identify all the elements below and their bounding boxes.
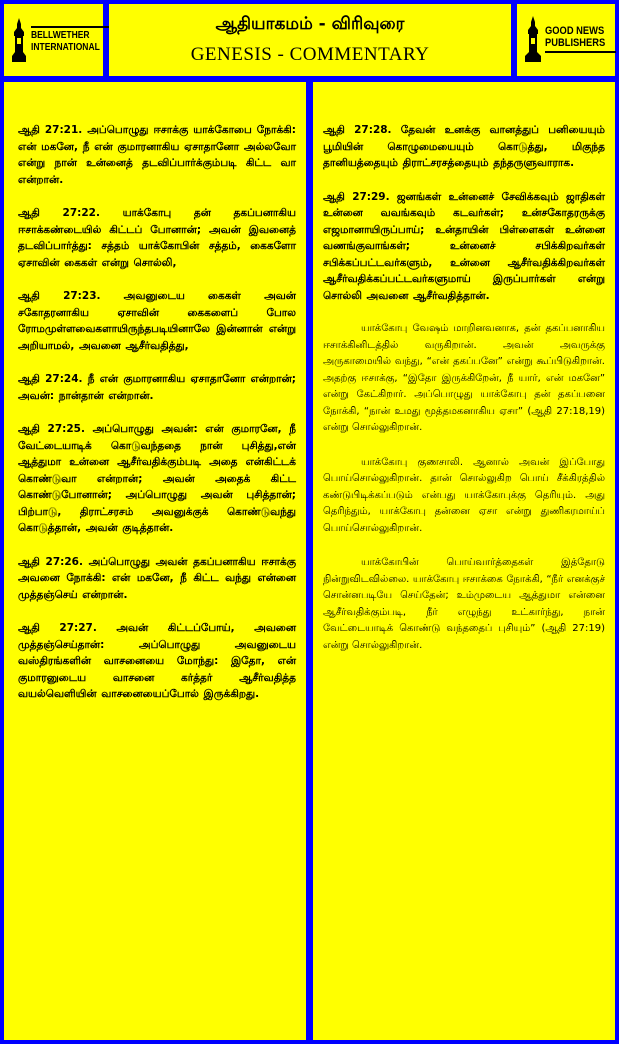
verse-27-23: ஆதி 27:23. அவனுடைய கைகள் அவன் சகோதரனாகிய ஏசாவின் கைகளைப் போல ரோமமுள்ளவைகளாயிருந்தபடியினாலே இன்னான் என்று அறியாமல், அவனை ஆசீர்வதித்து, bbox=[18, 290, 296, 352]
commentary-paragraph-2: யாக்கோபு குணசாலி. ஆனால் அவன் இப்போது பொய்சொல்லுகிறான். தான் சொல்லுகிற பொய் சீக்கிரத்தில் கண்டுபிடிக்கப்படும் என்பது யாக்கோபுக்கு தெரியும். அது தெரிந்தும், யாக்கோபு தன்னை ஏசா என்று துணிகரமாய்ப் பொய்சொல்லுகிறான். bbox=[323, 456, 605, 534]
bell-tower-icon bbox=[10, 18, 28, 62]
verse-27-27: ஆதி 27:27. அவன் கிட்டப்போய், அவனை முத்தஞ்செய்தான்: அப்பொழுது அவனுடைய வஸ்திரங்களின் வாசனையை மோந்து: இதோ, என் குமாரனுடைய வாசனை கர்த்தர் ஆசீர்வதித்த வயல்வெளியின் வாசனையைப்போல் இருக்கிறது. bbox=[18, 622, 296, 700]
title-english: GENESIS - COMMENTARY bbox=[190, 44, 430, 65]
right-column bbox=[313, 82, 615, 1040]
verse-27-24: ஆதி 27:24. நீ என் குமாரனாகிய ஏசாதானோ என்றான்; அவன்: நான்தான் என்றான். bbox=[18, 373, 296, 402]
verse-27-25: ஆதி 27:25. அப்பொழுது அவன்: என் குமாரனே, நீ வேட்டையாடிக் கொடுவந்ததை நான் புசித்து,என் ஆத்துமா உன்னை ஆசீர்வதிக்கும்படி அதை என்கிட்டக் கொண்டுவா என்றான்; அவன் அதைக் கிட்ட கொண்டுபோனான்; அப்பொழுது அவன் புசித்தான்; பிற்பாடு, திராட்சரசம் அவனுக்குக் கொண்டுவந்து கொடுத்தான், அவன் குடித்தான். bbox=[18, 423, 296, 534]
verse-27-28: ஆதி 27:28. தேவன் உனக்கு வானத்துப் பனியையும் பூமியின் கொழுமையையும் கொடுத்து, மிகுந்த தானியத்தையும் திராட்சரசத்தையும் தந்தருளுவாராக. bbox=[323, 124, 605, 169]
left-logo-line-2: INTERNATIONAL bbox=[31, 42, 100, 53]
verse-27-22: ஆதி 27:22. யாக்கோபு தன் தகப்பனாகிய ஈசாக்கண்டையில் கிட்டப் போனான்; அவன் இவனைத் தடவிப்பார்த்து: சத்தம் யாக்கோபின் சத்தம், கைகளோ ஏசாவின் கைகள் என்று சொல்லி, bbox=[18, 207, 296, 269]
right-logo-line-2: PUBLISHERS bbox=[545, 37, 606, 49]
left-logo-line-1: BELLWETHER bbox=[31, 30, 90, 41]
verse-27-21: ஆதி 27:21. அப்பொழுது ஈசாக்கு யாக்கோபை நோக்கி: என் மகனே, நீ என் குமாரனாகிய ஏசாதானோ அல்லவோ என்று நான் உன்னைத் தடவிப்பார்க்கும்படி கிட்ட வா என்றான். bbox=[18, 124, 296, 186]
title-tamil: ஆதியாகமம் - விரிவுரை bbox=[215, 14, 405, 34]
commentary-paragraph-3: யாக்கோபின் பொய்வார்த்தைகள் இத்தோடு நின்றுவிடவில்லை. யாக்கோபு ஈசாக்கை நோக்கி, “நீர் எனக்குச் சொன்னபடியே செய்தேன்; உம்முடைய ஆத்துமா என்னை ஆசீர்வதிக்கும்படி, நீர் எழுந்து உட்கார்ந்து, நான் வேட்டையாடிக் கொண்டு வந்ததைப் புசியும்” (ஆதி 27:19) என்று சொல்லுகிறான். bbox=[323, 557, 605, 651]
verse-27-26: ஆதி 27:26. அப்பொழுது அவன் தகப்பனாகிய ஈசாக்கு அவனை நோக்கி: என் மகனே, நீ கிட்ட வந்து என்னை முத்தஞ்செய் என்றான். bbox=[18, 555, 296, 601]
header-title-block bbox=[109, 4, 511, 76]
right-logo-line-1: GOOD NEWS bbox=[545, 25, 605, 37]
left-column bbox=[4, 82, 306, 1040]
bell-tower-icon bbox=[523, 16, 543, 62]
good-news-logo bbox=[517, 4, 615, 76]
bellwether-logo bbox=[4, 4, 103, 76]
verse-27-29: ஆதி 27:29. ஜனங்கள் உன்னைச் சேவிக்கவும் ஜாதிகள் உன்னை வவங்கவும் கடவர்கள்; உன்சகோதரருக்கு எஜமானாயிருப்பாய்; உன்தாயின் பிள்ளைகள் உன்னை வணங்குவாங்கள்; உன்னைச் சபிக்கிறவர்கள் சபிக்கப்பட்டவர்களும், உன்னை ஆசீர்வதிக்கிறவர்கள் ஆசீர்வதிக்கப்பட்டவர்களுமாய் இருப்பார்கள் என்று சொல்லி அவனை ஆசீர்வதித்தான். bbox=[323, 190, 605, 302]
commentary-paragraph-1: யாக்கோபு வேஷம் மாறினவனாக, தன் தகப்பனாகிய ஈசாக்கினிடத்தில் வருகிறான். அவன் அவருக்கு அருகாமையில் வந்து, “என் தகப்பனே” என்று கூப்பிடுகிறான். அதற்கு ஈசாக்கு, “இதோ இருக்கிறேன், நீ யார், என் மகனே” என்று கேட்கிறார். அப்பொழுது யாக்கோபு தன் தகப்பனை நோக்கி, “நான் உமது மூத்தமகனாகிய ஏசா” (ஆதி 27:18,19) என்று சொல்லுகிறான். bbox=[323, 323, 605, 433]
